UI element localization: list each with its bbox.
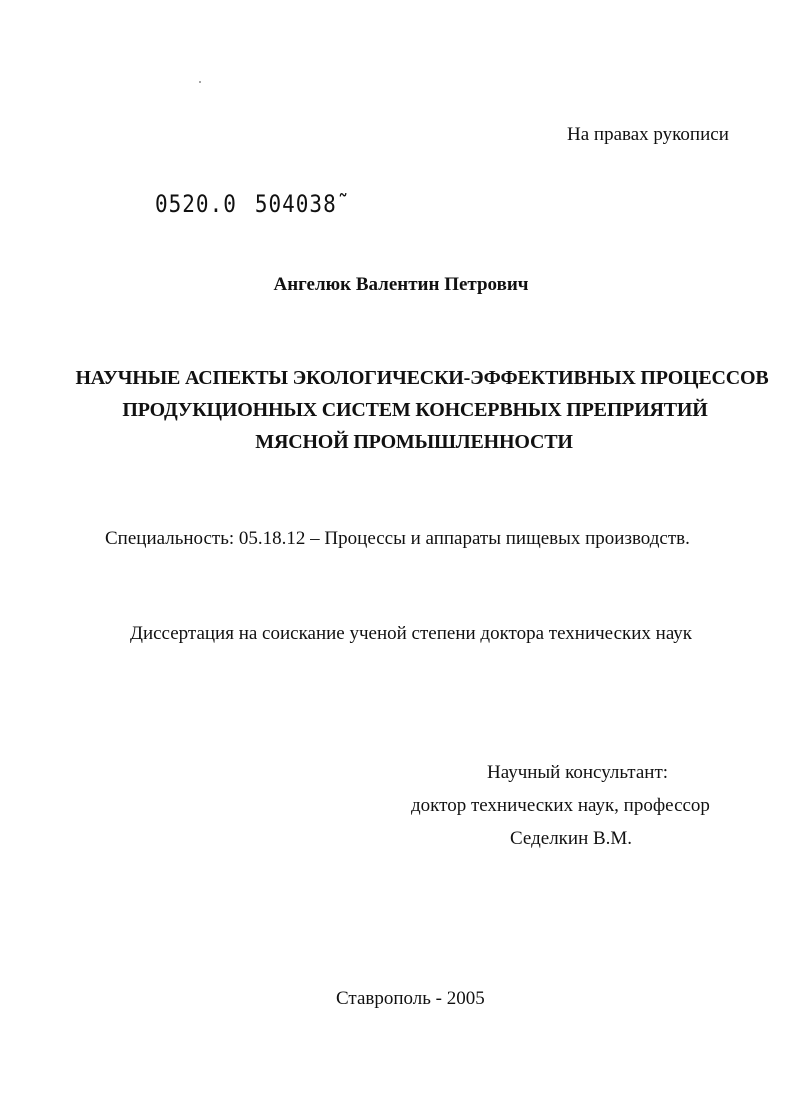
scan-speck <box>199 81 201 83</box>
manuscript-rights-note: На правах рукописи <box>567 124 729 145</box>
registry-code-part2: 504038 <box>254 190 337 218</box>
consultant-label: Научный консультант: <box>487 762 669 783</box>
consultant-name: Седелкин В.М. <box>510 828 633 849</box>
title-line-3: МЯСНОЙ ПРОМЫШЛЕННОСТИ <box>255 431 573 453</box>
title-line-1: НАУЧНЫЕ АСПЕКТЫ ЭКОЛОГИЧЕСКИ-ЭФФЕКТИВНЫХ ПРОЦЕССОВ <box>75 367 769 389</box>
title-line-2: ПРОДУКЦИОННЫХ СИСТЕМ КОНСЕРВНЫХ ПРЕПРИЯТИЙ <box>122 399 708 421</box>
consultant-degree: доктор технических наук, профессор <box>411 795 710 816</box>
registry-code-part1: 0520.0 <box>155 190 237 218</box>
specialty-line: Специальность: 05.18.12 – Процессы и аппараты пищевых производств. <box>105 528 690 549</box>
registry-code-mark: ˜ <box>336 190 351 218</box>
dissertation-type: Диссертация на соискание ученой степени доктора технических наук <box>130 623 693 644</box>
city-year: Ставрополь - 2005 <box>336 988 485 1009</box>
author-name: Ангелюк Валентин Петрович <box>273 274 529 295</box>
registry-code <box>155 190 350 218</box>
